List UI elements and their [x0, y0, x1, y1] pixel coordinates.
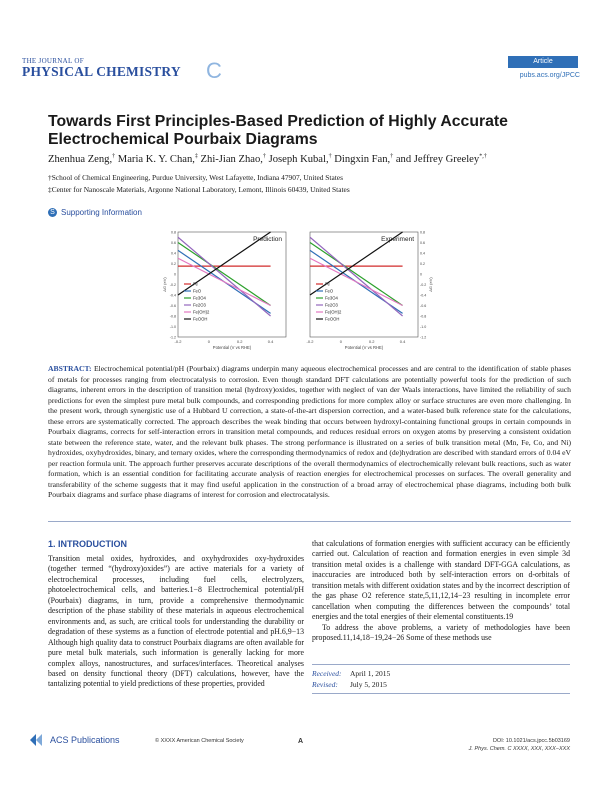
author-6[interactable]: and Jeffrey Greeley*,†	[395, 153, 487, 165]
chart-1-ytick-0: 0.8	[420, 230, 425, 235]
author-1[interactable]: Zhenhua Zeng,†	[48, 153, 116, 165]
supporting-info-link[interactable]	[48, 208, 142, 217]
chart-0-ytick-8: -0.8	[169, 314, 176, 319]
chart-0-ytick-10: -1.2	[169, 335, 176, 340]
revised-label: Revised:	[312, 680, 338, 689]
supporting-info-label: Supporting Information	[61, 208, 142, 217]
chart-1-legend-4: Fe(OH)2	[325, 309, 342, 315]
chart-1-ytick-1: 0.6	[420, 241, 425, 245]
chart-1-ytick-7: -0.6	[420, 304, 427, 308]
chart-0-legend-0: Fe	[193, 281, 198, 287]
chart-1-ytick-2: 0.4	[420, 251, 425, 256]
chart-1-xtick-3: 0.4	[399, 339, 406, 344]
intro-column-2-para-2: To address the above problems, a variety of methodologies have been proposed.11,14,18−19,24−26 Some of these methods use	[312, 622, 570, 643]
chart-1-ytick-9: -1.0	[420, 325, 427, 329]
abstract	[48, 364, 571, 501]
chart-0-xtick-3: 0.4	[267, 339, 274, 344]
chart-1-legend-5: FeOOH	[325, 316, 340, 322]
chart-1-ytick-5: -0.2	[420, 283, 427, 287]
supporting-info-icon: S	[48, 208, 57, 217]
chart-0-ytick-3: 0.2	[171, 262, 176, 266]
chart-1-ytick-3: 0.2	[420, 262, 425, 266]
chart-0-ytick-1: 0.6	[171, 241, 176, 245]
chart-1-xtick-0: -0.2	[306, 339, 314, 344]
chart-0-ytick-4: 0	[174, 272, 176, 277]
intro-column-1: Transition metal oxides, hydroxides, and oxyhydroxides oxy-hydroxides (together termed “(hydroxy)oxides”) are active materials for a variety of electrochemical processes, including fuel cells, electrolyzers, photoelectrochemical cells, and batteries.1−8 Electrochemical potential/pH (Pourbaix) diagrams, in turn, provide a comprehensive thermodynamic description of the phase stability of these materials in aqueous electrochemical environments and, as such, are critical tools for understanding the durability or degradation of these systems as a function of electrode potential and pH.6,9−13 Although high quality data to construct Pourbaix diagrams are often available for pure metal bulk materials, such information is generally lacking for more complex alloys, nanostructures, and surfaces/interfaces. Theoretical analyses based on density functional theory (DFT) calculations, however, have the tantalizing potential to yield predictions of these properties, provided	[48, 554, 304, 689]
chart-1-xtick-2: 0.2	[368, 339, 375, 344]
abstract-text: Electrochemical potential/pH (Pourbaix) diagrams underpin many aqueous electrochemical processes and are central to the identification of stable phases of metals for processes ranging from electrocatalysis to corrosion. Even though standard DFT calculations are potentially powerful tools for the prediction of such diagrams, inherent errors in the description of transition metal (hydroxy)oxides, together with neglect of van der Waals interactions, have limited the reliability of such predictions for even the simplest pure metal bulk compounds, and corresponding predictions for more complex alloy or surface structures are even more challenging. In the present work, through synergistic use of a Hubbard U correction, a state-of-the-art dispersion correction, and a water-based bulk reference state for the calculations, these errors are systematically corrected. The approach describes the weak binding that occurs between hydroxyl-containing functional groups in certain compounds in Pourbaix diagrams, corrects for self-interaction errors in transition metal compounds, and reduces residual errors on oxygen atoms by preserving a consistent oxidation state between the reference state, water, and the relevant bulk phases. The strong performance is illustrated on a series of bulk transition metal (Mn, Fe, Co, and Ni) hydroxides, oxyhydroxides, binary, and ternary oxides, where the corresponding thermodynamics of redox and (de)hydration are described with standard errors of 0.04 eV per reaction formula unit. The approach further preserves accurate descriptions of the overall thermodynamics of electrochemically relevant bulk reactions, such as water formation, which is an essential condition for facilitating accurate analysis of reaction energies for electrochemical processes on surfaces. The overall generality and transferability of the scheme suggests that it may find useful application in the construction of a broad array of electrochemical phase diagrams, including both bulk Pourbaix diagrams and surface phase diagrams of interest for corrosion and electrocatalysis.	[48, 364, 571, 499]
citation: J. Phys. Chem. C XXXX, XXX, XXX−XXX	[468, 746, 570, 752]
author-3[interactable]: Zhi-Jian Zhao,†	[200, 153, 266, 165]
revised-row	[312, 679, 570, 690]
acs-publications-logo[interactable]	[30, 733, 120, 747]
chart-0-legend-4: Fe(OH)2	[193, 309, 210, 315]
chart-0-title: Prediction	[253, 236, 282, 243]
author-5[interactable]: Dingxin Fan,†	[334, 153, 394, 165]
chart-1-xlabel: Potential (V vs RHE)	[344, 345, 384, 350]
chart-1-ylabel: ΔG (eV)	[428, 277, 433, 292]
chart-0-ytick-7: -0.6	[169, 304, 176, 308]
chart-1-title: Experiment	[381, 236, 414, 243]
affiliation-2: ‡Center for Nanoscale Materials, Argonne National Laboratory, Lemont, Illinois 60439, United States	[48, 185, 350, 194]
section-divider	[48, 521, 571, 522]
abstract-label: ABSTRACT:	[48, 364, 92, 373]
chart-0-xlabel: Potential (V vs RHE)	[212, 345, 252, 350]
author-list	[48, 153, 588, 165]
chart-1-legend-3: Fe2O3	[325, 302, 338, 308]
chart-0-ylabel: ΔG (eV)	[162, 277, 167, 292]
section-heading-introduction: 1. INTRODUCTION	[48, 539, 128, 549]
journal-letter: C	[206, 58, 222, 83]
article-title: Towards First Principles-Based Prediction of Highly Accurate Electrochemical Pourbaix Diagrams	[48, 113, 508, 148]
chart-0-legend-5: FeOOH	[193, 316, 208, 322]
page-number: A	[298, 738, 304, 745]
chart-0-legend-3: Fe2O3	[193, 302, 206, 308]
chart-1-ytick-10: -1.2	[420, 335, 427, 340]
author-2[interactable]: Maria K. Y. Chan,‡	[117, 153, 198, 165]
revised-date: July 5, 2015	[350, 680, 387, 689]
chart-1-legend-1: FeO	[325, 288, 334, 294]
chart-1-ytick-8: -0.8	[420, 314, 427, 319]
article-dates	[312, 664, 570, 694]
article-badge: Article	[508, 56, 578, 68]
intro-column-2-para-1: that calculations of formation energies with sufficient accuracy can be efficiently carried out. Calculation of reaction and formation energies in even simple 3d transition metal oxides is a challenge with standard DFT-GGA calculations, as inaccuracies are introduced both by self-interaction errors on d-orbitals of transition metals with different oxidation states and by the incorrect description of the gas phase O2 reference state,5,11,12,14−23 resulting in incomplete error cancellation when computing the differences between the compounds’ total energies and the total energies of their elemental constituents.19	[312, 539, 570, 622]
chart-0-legend-2: Fe3O4	[193, 295, 206, 301]
toc-graphic	[160, 224, 444, 358]
chart-0-ytick-2: 0.4	[171, 251, 176, 256]
doi[interactable]: DOI: 10.1021/acs.jpcc.5b03169	[492, 738, 570, 744]
chart-1-ytick-6: -0.4	[420, 293, 427, 298]
toc-chart-svg	[160, 224, 444, 358]
chart-1-legend-0: Fe	[325, 281, 330, 287]
received-row	[312, 668, 570, 679]
copyright: © XXXX American Chemical Society	[155, 738, 244, 744]
acs-logo-icon	[30, 733, 46, 747]
chart-0-ytick-9: -1.0	[169, 325, 176, 329]
chart-0-legend-1: FeO	[193, 288, 202, 294]
received-date: April 1, 2015	[350, 669, 391, 678]
journal-url[interactable]: pubs.acs.org/JPCC	[519, 72, 580, 79]
received-label: Received:	[312, 669, 342, 678]
journal-name: PHYSICAL CHEMISTRY	[22, 64, 181, 79]
chart-1-xtick-1: 0	[339, 339, 342, 344]
affiliation-1: †School of Chemical Engineering, Purdue University, West Lafayette, Indiana 47907, United States	[48, 173, 343, 182]
journal-prefix: THE JOURNAL OF	[22, 57, 84, 65]
chart-0-xtick-0: -0.2	[174, 339, 182, 344]
intro-column-2	[312, 539, 570, 644]
author-4[interactable]: Joseph Kubal,†	[268, 153, 332, 165]
chart-0-ytick-0: 0.8	[171, 230, 176, 235]
chart-0-ytick-5: -0.2	[169, 283, 176, 287]
chart-0-ytick-6: -0.4	[169, 293, 176, 298]
chart-0-xtick-1: 0	[207, 339, 210, 344]
chart-1-ytick-4: 0	[420, 272, 422, 277]
chart-0-xtick-2: 0.2	[236, 339, 243, 344]
chart-1-legend-2: Fe3O4	[325, 295, 338, 301]
acs-publications-label: ACS Publications	[50, 735, 120, 745]
